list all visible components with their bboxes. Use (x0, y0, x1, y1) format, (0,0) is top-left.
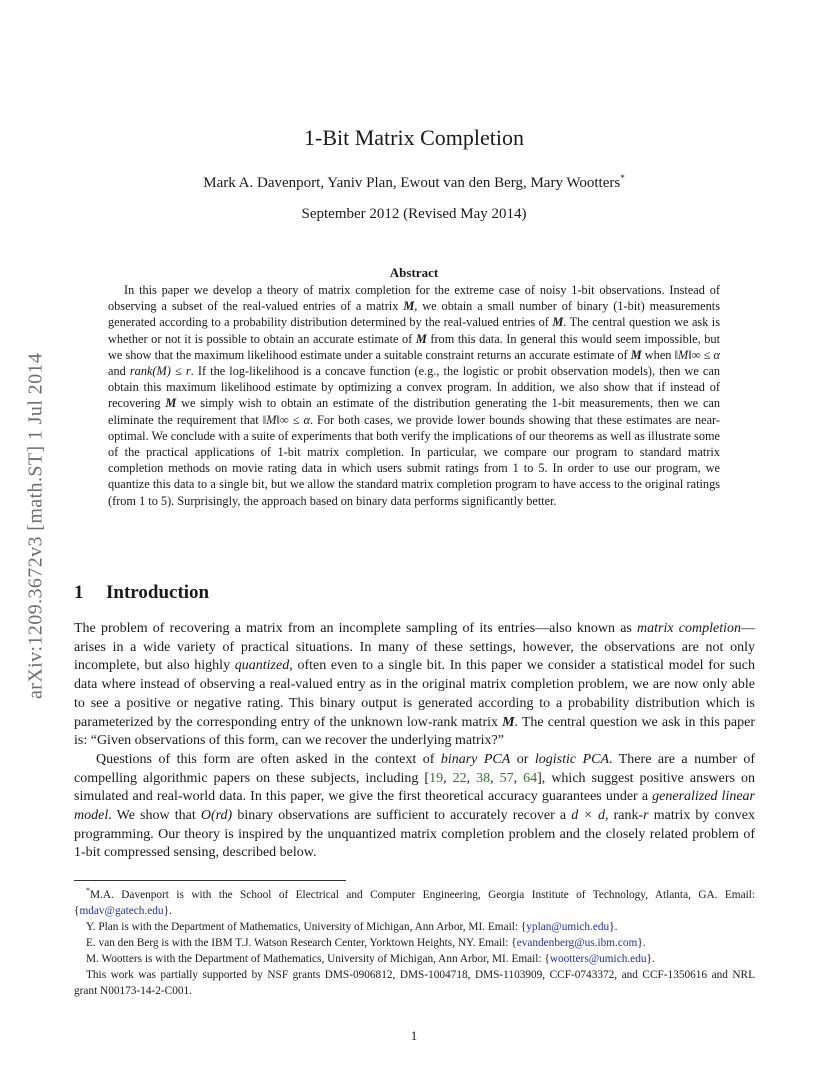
intro-text: or (510, 751, 535, 767)
footnote (74, 951, 755, 967)
intro-text: The problem of recovering a matrix from an incomplete sampling of its entries—also known as (74, 621, 638, 636)
intro-text: . There are a number of compelling algorithmic papers on these subjects, including [ (74, 751, 755, 786)
email-link[interactable]: wootters@umich.edu (549, 952, 647, 965)
publication-date: September 2012 (Revised May 2014) (301, 206, 527, 222)
math-expression: r (643, 808, 649, 824)
page-number: 1 (410, 1028, 418, 1043)
intro-text: —arises in a wide variety of practical situations. In many of these settings, however, the observations are not only incomplete, but also highly (74, 621, 755, 674)
emphasis-term: quantized (234, 658, 290, 674)
citation-link[interactable]: 19 (429, 770, 444, 786)
citation-link[interactable]: 64 (523, 770, 538, 786)
footnote-text: }. (637, 936, 646, 949)
norm-condition: ‖M‖∞ ≤ α (674, 347, 720, 362)
matrix-symbol: M (630, 347, 642, 362)
footnote-marker: * (86, 886, 90, 895)
intro-text: Questions of this form are often asked in the context of (96, 751, 441, 767)
footnote-text: M. Wootters is with the Department of Mathematics, University of Michigan, Ann Arbor, MI. Email: { (86, 952, 550, 965)
emphasis-term: generalized linear model (74, 789, 755, 824)
footnote-text: Y. Plan is with the Department of Mathematics, University of Michigan, Ann Arbor, MI. Email: { (86, 920, 527, 933)
emphasis-term: logistic PCA (534, 751, 610, 767)
intro-text: , rank- (604, 808, 644, 824)
footnote (74, 883, 755, 919)
matrix-symbol: M (415, 331, 427, 346)
math-expression: d × d (571, 808, 605, 824)
footnote-text: This work was partially supported by NSF grants DMS-0906812, DMS-1004718, DMS-1103909, CCF-0743372, and CCF-1350616 and NRL grant N00173-14-2-C001. (74, 968, 755, 997)
section-heading (74, 582, 754, 604)
intro-paragraph (74, 620, 755, 751)
citation-link[interactable]: 57 (499, 770, 514, 786)
footnote (74, 919, 755, 935)
intro-text: matrix by convex programming. Our theory is inspired by the unquantized matrix completion problem and the closely related problem of 1-bit compressed sensing, described below. (74, 808, 755, 861)
paper-title: 1-Bit Matrix Completion (304, 125, 524, 150)
introduction-body (74, 620, 755, 863)
abstract-body (108, 282, 720, 509)
abstract-text: we simply wish to obtain an estimate of the distribution generating the 1-bit measurements, then we can eliminate the requirement that (108, 396, 721, 427)
emphasis-term: binary PCA (440, 751, 511, 767)
matrix-symbol: M (502, 714, 515, 730)
footnote (74, 967, 755, 999)
authors-text: Mark A. Davenport, Yaniv Plan, Ewout van den Berg, Mary Wootters (203, 175, 621, 191)
email-link[interactable]: mdav@gatech.edu (79, 904, 164, 917)
footnote (74, 935, 755, 951)
abstract-text: and (108, 364, 130, 379)
abstract-text: , we obtain a small number of binary (1-bit) measurements generated according to a probability distribution determined by the real-valued entries of (108, 299, 720, 330)
abstract-text: . If the log-likelihood is a concave function (e.g., the logistic or probit observation models), then we can obtain this maximum likelihood estimate by optimizing a convex program. In addition, we also show that if instead of recovering (108, 364, 720, 411)
abstract-text: when (641, 347, 675, 362)
intro-text: , often even to a single bit. In this paper we consider a statistical model for such data where instead of observing a real-valued entry as in the original matrix completion problem, we are now only able to see a positive or negative rating. This binary output is generated according to a probability distribution which is parameterized by the corresponding entry of the unknown low-rank matrix (74, 658, 755, 730)
intro-paragraph: Questions of this form are often asked in the context of binary PCA or logistic PCA. There are a number of compelling algorithmic papers on these subjects, including [19, 22, 38, 57, 64], which suggest positive answers on simulated and real-world data. In this paper, we give the first theoretical accuracy guarantees under a generalized linear model. We show that O(rd) binary observations are sufficient to accurately recover a d × d, rank-r matrix by convex programming. Our theory is inspired by the unquantized matrix completion problem and the closely related problem of 1-bit compressed sensing, described below. (74, 751, 756, 861)
norm-condition: ‖M‖∞ ≤ α (262, 412, 310, 427)
abstract-text: . For both cases, we provide lower bounds showing that these estimates are near-optimal. We conclude with a suite of experiments that both verify the implications of our theorems as well as illustrate some of the practical applications of 1-bit matrix completion. In particular, we compare our program to standard matrix completion methods on movie rating data in which users submit ratings from 1 to 5. In order to use our program, we quantize this data to a single bit, but we allow the standard matrix completion program to have access to the original ratings (from 1 to 5). Surprisingly, the approach based on binary data performs significantly better. (108, 412, 720, 508)
section-number: 1 (74, 582, 84, 603)
citation-link[interactable]: 22 (452, 770, 467, 786)
footnote-text: }. (163, 904, 172, 917)
section-title: Introduction (106, 582, 210, 603)
matrix-symbol: M (165, 396, 177, 411)
email-link[interactable]: yplan@umich.edu (526, 920, 610, 933)
intro-text: . The central question we ask in this paper is: “Given observations of this form, can we recover the underlying matrix?” (74, 714, 755, 749)
matrix-symbol: M (552, 315, 564, 330)
email-link[interactable]: evandenberg@us.ibm.com (516, 936, 638, 949)
citation-link[interactable]: 38 (476, 770, 491, 786)
math-expression: O(rd) (200, 808, 233, 824)
matrix-symbol: M (403, 299, 415, 314)
footnote-text: }. (646, 952, 655, 965)
intro-text: binary observations are sufficient to accurately recover a (232, 808, 572, 824)
emphasis-term: matrix completion (637, 621, 741, 636)
footnote-divider (74, 880, 346, 881)
footnote-text: M.A. Davenport is with the School of Electrical and Computer Engineering, Georgia Institute of Technology, Atlanta, GA. Email: { (74, 888, 755, 917)
arxiv-stamp: arXiv:1209.3672v3 [math.ST] 1 Jul 2014 (24, 352, 47, 700)
abstract-heading: Abstract (389, 265, 439, 280)
intro-text: . We show that (108, 808, 201, 824)
abstract-text: . The central question we ask is whether or not it is possible to obtain an accurate estimate of (108, 315, 720, 346)
author-footnote-marker[interactable]: * (620, 173, 625, 183)
rank-condition: rank(M) ≤ r (129, 364, 191, 379)
abstract-text: In this paper we develop a theory of matrix completion for the extreme case of noisy 1-bit observations. Instead of observing a subset of the real-valued entries of a matrix (108, 283, 720, 314)
footnote-text: E. van den Berg is with the IBM T.J. Watson Research Center, Yorktown Heights, NY. Email: { (86, 936, 517, 949)
author-list (0, 173, 828, 192)
intro-text: ], which suggest positive answers on simulated and real-world data. In this paper, we give the first theoretical accuracy guarantees under a (74, 770, 756, 805)
footnote-text: }. (609, 920, 618, 933)
footnotes (74, 883, 755, 999)
abstract-text: from this data. In general this would seem impossible, but we show that the maximum likelihood estimate under a suitable constraint returns an accurate estimate of (108, 331, 720, 362)
